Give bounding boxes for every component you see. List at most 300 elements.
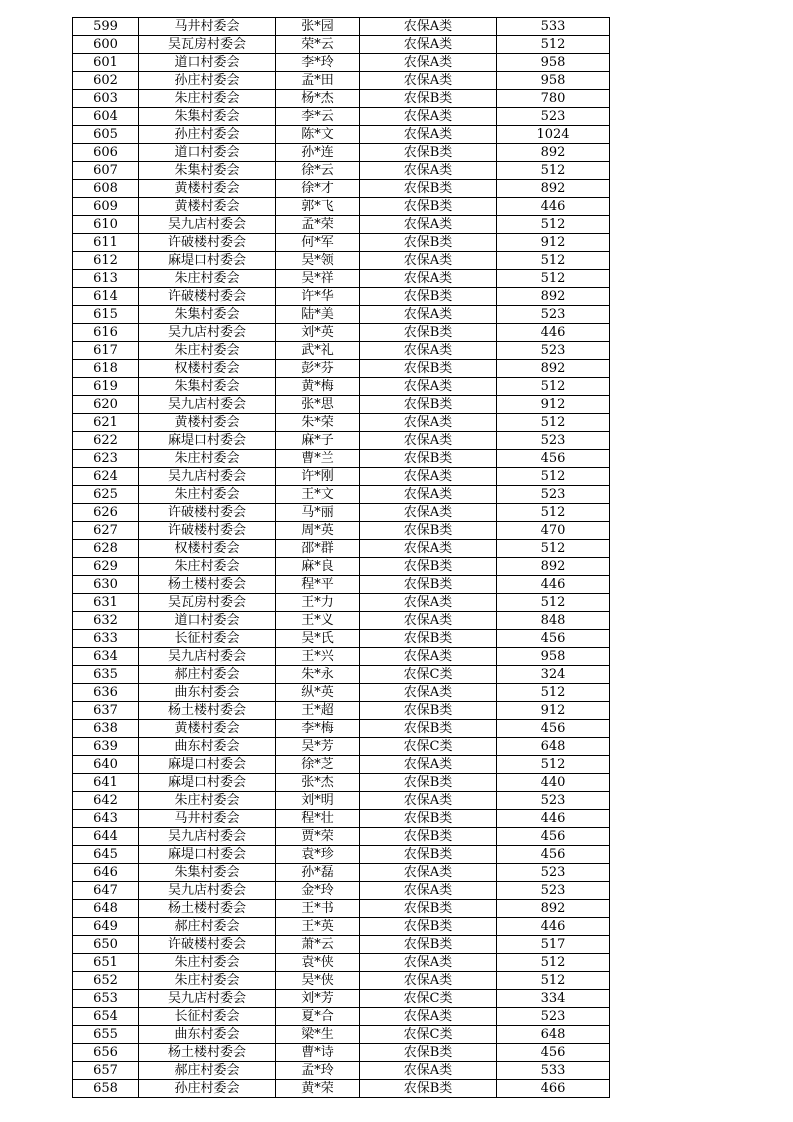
amount-cell: 446 [497, 810, 610, 828]
table-row [73, 972, 610, 990]
row-number-cell: 599 [73, 18, 139, 36]
row-number-cell: 611 [73, 234, 139, 252]
insurance-type-cell: 农保A类 [360, 252, 497, 270]
village-committee-cell: 黄楼村委会 [139, 198, 276, 216]
insurance-type-cell: 农保B类 [360, 324, 497, 342]
table-row [73, 144, 610, 162]
row-number-cell: 621 [73, 414, 139, 432]
person-name-cell: 曹*兰 [276, 450, 360, 468]
table-row [73, 72, 610, 90]
insurance-type-cell: 农保A类 [360, 1062, 497, 1080]
table-row [73, 450, 610, 468]
person-name-cell: 王*文 [276, 486, 360, 504]
village-committee-cell: 吴瓦房村委会 [139, 36, 276, 54]
person-name-cell: 张*园 [276, 18, 360, 36]
village-committee-cell: 孙庄村委会 [139, 1080, 276, 1098]
village-committee-cell: 道口村委会 [139, 144, 276, 162]
amount-cell: 446 [497, 918, 610, 936]
amount-cell: 523 [497, 864, 610, 882]
village-committee-cell: 许破楼村委会 [139, 504, 276, 522]
row-number-cell: 653 [73, 990, 139, 1008]
insurance-type-cell: 农保B类 [360, 828, 497, 846]
village-committee-cell: 吴九店村委会 [139, 324, 276, 342]
amount-cell: 446 [497, 324, 610, 342]
table-row [73, 828, 610, 846]
village-committee-cell: 朱集村委会 [139, 864, 276, 882]
table-row [73, 594, 610, 612]
insurance-type-cell: 农保A类 [360, 1008, 497, 1026]
amount-cell: 848 [497, 612, 610, 630]
person-name-cell: 李*云 [276, 108, 360, 126]
amount-cell: 466 [497, 1080, 610, 1098]
insurance-type-cell: 农保C类 [360, 738, 497, 756]
row-number-cell: 651 [73, 954, 139, 972]
village-committee-cell: 吴九店村委会 [139, 882, 276, 900]
row-number-cell: 620 [73, 396, 139, 414]
row-number-cell: 648 [73, 900, 139, 918]
table-row [73, 180, 610, 198]
person-name-cell: 刘*明 [276, 792, 360, 810]
row-number-cell: 635 [73, 666, 139, 684]
table-row [73, 432, 610, 450]
amount-cell: 892 [497, 558, 610, 576]
row-number-cell: 628 [73, 540, 139, 558]
table-row [73, 378, 610, 396]
village-committee-cell: 麻堤口村委会 [139, 846, 276, 864]
row-number-cell: 615 [73, 306, 139, 324]
person-name-cell: 武*礼 [276, 342, 360, 360]
amount-cell: 456 [497, 450, 610, 468]
person-name-cell: 刘*英 [276, 324, 360, 342]
row-number-cell: 631 [73, 594, 139, 612]
row-number-cell: 638 [73, 720, 139, 738]
person-name-cell: 黄*荣 [276, 1080, 360, 1098]
insurance-type-cell: 农保A类 [360, 162, 497, 180]
village-committee-cell: 黄楼村委会 [139, 720, 276, 738]
insurance-type-cell: 农保A类 [360, 36, 497, 54]
insurance-type-cell: 农保B类 [360, 144, 497, 162]
village-committee-cell: 孙庄村委会 [139, 72, 276, 90]
village-committee-cell: 朱庄村委会 [139, 558, 276, 576]
row-number-cell: 629 [73, 558, 139, 576]
person-name-cell: 王*力 [276, 594, 360, 612]
person-name-cell: 孙*连 [276, 144, 360, 162]
table-row [73, 1008, 610, 1026]
village-committee-cell: 朱庄村委会 [139, 450, 276, 468]
village-committee-cell: 朱集村委会 [139, 306, 276, 324]
table-row [73, 270, 610, 288]
village-committee-cell: 朱庄村委会 [139, 342, 276, 360]
insurance-type-cell: 农保A类 [360, 432, 497, 450]
amount-cell: 334 [497, 990, 610, 1008]
person-name-cell: 陈*文 [276, 126, 360, 144]
insurance-type-cell: 农保A类 [360, 594, 497, 612]
amount-cell: 456 [497, 720, 610, 738]
row-number-cell: 647 [73, 882, 139, 900]
row-number-cell: 637 [73, 702, 139, 720]
village-committee-cell: 杨土楼村委会 [139, 1044, 276, 1062]
subsidy-table [72, 17, 610, 1098]
row-number-cell: 641 [73, 774, 139, 792]
amount-cell: 648 [497, 738, 610, 756]
insurance-type-cell: 农保B类 [360, 702, 497, 720]
village-committee-cell: 麻堤口村委会 [139, 756, 276, 774]
insurance-type-cell: 农保B类 [360, 288, 497, 306]
table-row [73, 216, 610, 234]
person-name-cell: 萧*云 [276, 936, 360, 954]
row-number-cell: 646 [73, 864, 139, 882]
table-row [73, 720, 610, 738]
person-name-cell: 贾*荣 [276, 828, 360, 846]
person-name-cell: 朱*永 [276, 666, 360, 684]
insurance-type-cell: 农保B类 [360, 774, 497, 792]
row-number-cell: 606 [73, 144, 139, 162]
amount-cell: 958 [497, 648, 610, 666]
amount-cell: 446 [497, 198, 610, 216]
table-row [73, 792, 610, 810]
village-committee-cell: 吴九店村委会 [139, 396, 276, 414]
insurance-type-cell: 农保A类 [360, 468, 497, 486]
person-name-cell: 麻*子 [276, 432, 360, 450]
table-row [73, 702, 610, 720]
village-committee-cell: 吴九店村委会 [139, 216, 276, 234]
amount-cell: 523 [497, 342, 610, 360]
village-committee-cell: 长征村委会 [139, 630, 276, 648]
amount-cell: 523 [497, 882, 610, 900]
row-number-cell: 656 [73, 1044, 139, 1062]
table-row [73, 198, 610, 216]
insurance-type-cell: 农保A类 [360, 108, 497, 126]
row-number-cell: 658 [73, 1080, 139, 1098]
village-committee-cell: 朱庄村委会 [139, 486, 276, 504]
row-number-cell: 633 [73, 630, 139, 648]
person-name-cell: 李*梅 [276, 720, 360, 738]
row-number-cell: 632 [73, 612, 139, 630]
insurance-type-cell: 农保B类 [360, 396, 497, 414]
person-name-cell: 程*平 [276, 576, 360, 594]
person-name-cell: 徐*云 [276, 162, 360, 180]
village-committee-cell: 朱庄村委会 [139, 270, 276, 288]
person-name-cell: 夏*合 [276, 1008, 360, 1026]
insurance-type-cell: 农保B类 [360, 630, 497, 648]
amount-cell: 892 [497, 144, 610, 162]
amount-cell: 780 [497, 90, 610, 108]
row-number-cell: 612 [73, 252, 139, 270]
insurance-type-cell: 农保A类 [360, 342, 497, 360]
insurance-type-cell: 农保A类 [360, 126, 497, 144]
row-number-cell: 636 [73, 684, 139, 702]
amount-cell: 512 [497, 162, 610, 180]
row-number-cell: 616 [73, 324, 139, 342]
row-number-cell: 603 [73, 90, 139, 108]
table-row [73, 630, 610, 648]
village-committee-cell: 曲东村委会 [139, 684, 276, 702]
amount-cell: 446 [497, 576, 610, 594]
amount-cell: 456 [497, 828, 610, 846]
row-number-cell: 623 [73, 450, 139, 468]
person-name-cell: 金*玲 [276, 882, 360, 900]
row-number-cell: 618 [73, 360, 139, 378]
row-number-cell: 602 [73, 72, 139, 90]
table-row [73, 396, 610, 414]
amount-cell: 512 [497, 252, 610, 270]
village-committee-cell: 许破楼村委会 [139, 288, 276, 306]
person-name-cell: 王*英 [276, 918, 360, 936]
table-row [73, 234, 610, 252]
table-row [73, 162, 610, 180]
insurance-type-cell: 农保A类 [360, 414, 497, 432]
village-committee-cell: 吴九店村委会 [139, 468, 276, 486]
person-name-cell: 荣*云 [276, 36, 360, 54]
village-committee-cell: 杨土楼村委会 [139, 576, 276, 594]
person-name-cell: 徐*才 [276, 180, 360, 198]
table-row [73, 306, 610, 324]
row-number-cell: 625 [73, 486, 139, 504]
amount-cell: 958 [497, 72, 610, 90]
insurance-type-cell: 农保B类 [360, 198, 497, 216]
row-number-cell: 643 [73, 810, 139, 828]
person-name-cell: 王*书 [276, 900, 360, 918]
insurance-type-cell: 农保B类 [360, 1080, 497, 1098]
amount-cell: 512 [497, 594, 610, 612]
amount-cell: 324 [497, 666, 610, 684]
village-committee-cell: 朱集村委会 [139, 378, 276, 396]
insurance-type-cell: 农保A类 [360, 216, 497, 234]
village-committee-cell: 朱庄村委会 [139, 90, 276, 108]
amount-cell: 533 [497, 1062, 610, 1080]
village-committee-cell: 曲东村委会 [139, 1026, 276, 1044]
person-name-cell: 刘*芳 [276, 990, 360, 1008]
person-name-cell: 纵*英 [276, 684, 360, 702]
table-row [73, 36, 610, 54]
table-row [73, 414, 610, 432]
table-row [73, 756, 610, 774]
amount-cell: 892 [497, 360, 610, 378]
insurance-type-cell: 农保A类 [360, 18, 497, 36]
insurance-type-cell: 农保A类 [360, 792, 497, 810]
row-number-cell: 634 [73, 648, 139, 666]
row-number-cell: 604 [73, 108, 139, 126]
amount-cell: 523 [497, 1008, 610, 1026]
table-row [73, 648, 610, 666]
row-number-cell: 645 [73, 846, 139, 864]
village-committee-cell: 曲东村委会 [139, 738, 276, 756]
insurance-type-cell: 农保B类 [360, 558, 497, 576]
person-name-cell: 袁*侠 [276, 954, 360, 972]
insurance-type-cell: 农保B类 [360, 180, 497, 198]
table-row [73, 918, 610, 936]
table-row [73, 360, 610, 378]
table-row [73, 936, 610, 954]
row-number-cell: 627 [73, 522, 139, 540]
village-committee-cell: 马井村委会 [139, 18, 276, 36]
table-row [73, 684, 610, 702]
row-number-cell: 601 [73, 54, 139, 72]
insurance-type-cell: 农保A类 [360, 540, 497, 558]
table-row [73, 468, 610, 486]
person-name-cell: 张*杰 [276, 774, 360, 792]
person-name-cell: 许*刚 [276, 468, 360, 486]
person-name-cell: 黄*梅 [276, 378, 360, 396]
insurance-type-cell: 农保B类 [360, 1044, 497, 1062]
insurance-type-cell: 农保A类 [360, 882, 497, 900]
table-row [73, 774, 610, 792]
person-name-cell: 曹*诗 [276, 1044, 360, 1062]
amount-cell: 892 [497, 288, 610, 306]
table-row [73, 18, 610, 36]
insurance-type-cell: 农保C类 [360, 666, 497, 684]
table-row [73, 846, 610, 864]
table-row [73, 522, 610, 540]
row-number-cell: 657 [73, 1062, 139, 1080]
amount-cell: 912 [497, 702, 610, 720]
row-number-cell: 655 [73, 1026, 139, 1044]
row-number-cell: 617 [73, 342, 139, 360]
table-row [73, 900, 610, 918]
insurance-type-cell: 农保A类 [360, 270, 497, 288]
row-number-cell: 626 [73, 504, 139, 522]
insurance-type-cell: 农保A类 [360, 378, 497, 396]
row-number-cell: 630 [73, 576, 139, 594]
person-name-cell: 孙*磊 [276, 864, 360, 882]
amount-cell: 512 [497, 270, 610, 288]
person-name-cell: 袁*珍 [276, 846, 360, 864]
insurance-type-cell: 农保A类 [360, 504, 497, 522]
table-row [73, 90, 610, 108]
table-row [73, 666, 610, 684]
subsidy-table-body [73, 18, 610, 1098]
village-committee-cell: 许破楼村委会 [139, 234, 276, 252]
village-committee-cell: 朱集村委会 [139, 108, 276, 126]
amount-cell: 512 [497, 756, 610, 774]
insurance-type-cell: 农保A类 [360, 648, 497, 666]
amount-cell: 523 [497, 792, 610, 810]
village-committee-cell: 朱庄村委会 [139, 954, 276, 972]
person-name-cell: 周*英 [276, 522, 360, 540]
person-name-cell: 吴*领 [276, 252, 360, 270]
amount-cell: 523 [497, 432, 610, 450]
village-committee-cell: 道口村委会 [139, 54, 276, 72]
insurance-type-cell: 农保A类 [360, 306, 497, 324]
village-committee-cell: 朱庄村委会 [139, 792, 276, 810]
village-committee-cell: 马井村委会 [139, 810, 276, 828]
amount-cell: 892 [497, 180, 610, 198]
row-number-cell: 639 [73, 738, 139, 756]
person-name-cell: 郭*飞 [276, 198, 360, 216]
insurance-type-cell: 农保B类 [360, 576, 497, 594]
person-name-cell: 王*义 [276, 612, 360, 630]
row-number-cell: 614 [73, 288, 139, 306]
amount-cell: 512 [497, 414, 610, 432]
person-name-cell: 王*超 [276, 702, 360, 720]
table-row [73, 1062, 610, 1080]
village-committee-cell: 郝庄村委会 [139, 666, 276, 684]
person-name-cell: 吴*祥 [276, 270, 360, 288]
amount-cell: 470 [497, 522, 610, 540]
village-committee-cell: 麻堤口村委会 [139, 252, 276, 270]
table-row [73, 54, 610, 72]
village-committee-cell: 孙庄村委会 [139, 126, 276, 144]
insurance-type-cell: 农保B类 [360, 936, 497, 954]
person-name-cell: 李*玲 [276, 54, 360, 72]
table-row [73, 108, 610, 126]
table-row [73, 504, 610, 522]
insurance-type-cell: 农保B类 [360, 234, 497, 252]
person-name-cell: 吴*侠 [276, 972, 360, 990]
amount-cell: 440 [497, 774, 610, 792]
person-name-cell: 梁*生 [276, 1026, 360, 1044]
amount-cell: 533 [497, 18, 610, 36]
table-row [73, 810, 610, 828]
insurance-type-cell: 农保A类 [360, 756, 497, 774]
village-committee-cell: 权楼村委会 [139, 360, 276, 378]
insurance-type-cell: 农保A类 [360, 864, 497, 882]
row-number-cell: 605 [73, 126, 139, 144]
amount-cell: 958 [497, 54, 610, 72]
person-name-cell: 程*壮 [276, 810, 360, 828]
row-number-cell: 624 [73, 468, 139, 486]
insurance-type-cell: 农保B类 [360, 720, 497, 738]
table-row [73, 324, 610, 342]
amount-cell: 512 [497, 954, 610, 972]
village-committee-cell: 杨土楼村委会 [139, 900, 276, 918]
insurance-type-cell: 农保A类 [360, 54, 497, 72]
insurance-type-cell: 农保C类 [360, 1026, 497, 1044]
row-number-cell: 650 [73, 936, 139, 954]
amount-cell: 512 [497, 378, 610, 396]
amount-cell: 456 [497, 1044, 610, 1062]
person-name-cell: 何*军 [276, 234, 360, 252]
amount-cell: 648 [497, 1026, 610, 1044]
person-name-cell: 麻*良 [276, 558, 360, 576]
insurance-type-cell: 农保B类 [360, 360, 497, 378]
table-row [73, 990, 610, 1008]
person-name-cell: 孟*玲 [276, 1062, 360, 1080]
amount-cell: 512 [497, 540, 610, 558]
insurance-type-cell: 农保C类 [360, 990, 497, 1008]
table-row [73, 126, 610, 144]
person-name-cell: 孟*田 [276, 72, 360, 90]
table-row [73, 342, 610, 360]
village-committee-cell: 朱集村委会 [139, 162, 276, 180]
insurance-type-cell: 农保A类 [360, 684, 497, 702]
amount-cell: 456 [497, 846, 610, 864]
row-number-cell: 608 [73, 180, 139, 198]
village-committee-cell: 朱庄村委会 [139, 972, 276, 990]
row-number-cell: 610 [73, 216, 139, 234]
village-committee-cell: 吴九店村委会 [139, 990, 276, 1008]
table-row [73, 612, 610, 630]
insurance-type-cell: 农保B类 [360, 810, 497, 828]
amount-cell: 912 [497, 396, 610, 414]
amount-cell: 456 [497, 630, 610, 648]
amount-cell: 512 [497, 36, 610, 54]
row-number-cell: 654 [73, 1008, 139, 1026]
village-committee-cell: 黄楼村委会 [139, 414, 276, 432]
person-name-cell: 陆*美 [276, 306, 360, 324]
person-name-cell: 王*兴 [276, 648, 360, 666]
amount-cell: 523 [497, 486, 610, 504]
village-committee-cell: 杨土楼村委会 [139, 702, 276, 720]
row-number-cell: 652 [73, 972, 139, 990]
row-number-cell: 600 [73, 36, 139, 54]
table-row [73, 864, 610, 882]
row-number-cell: 622 [73, 432, 139, 450]
village-committee-cell: 吴九店村委会 [139, 828, 276, 846]
table-row [73, 1080, 610, 1098]
row-number-cell: 619 [73, 378, 139, 396]
table-row [73, 1044, 610, 1062]
